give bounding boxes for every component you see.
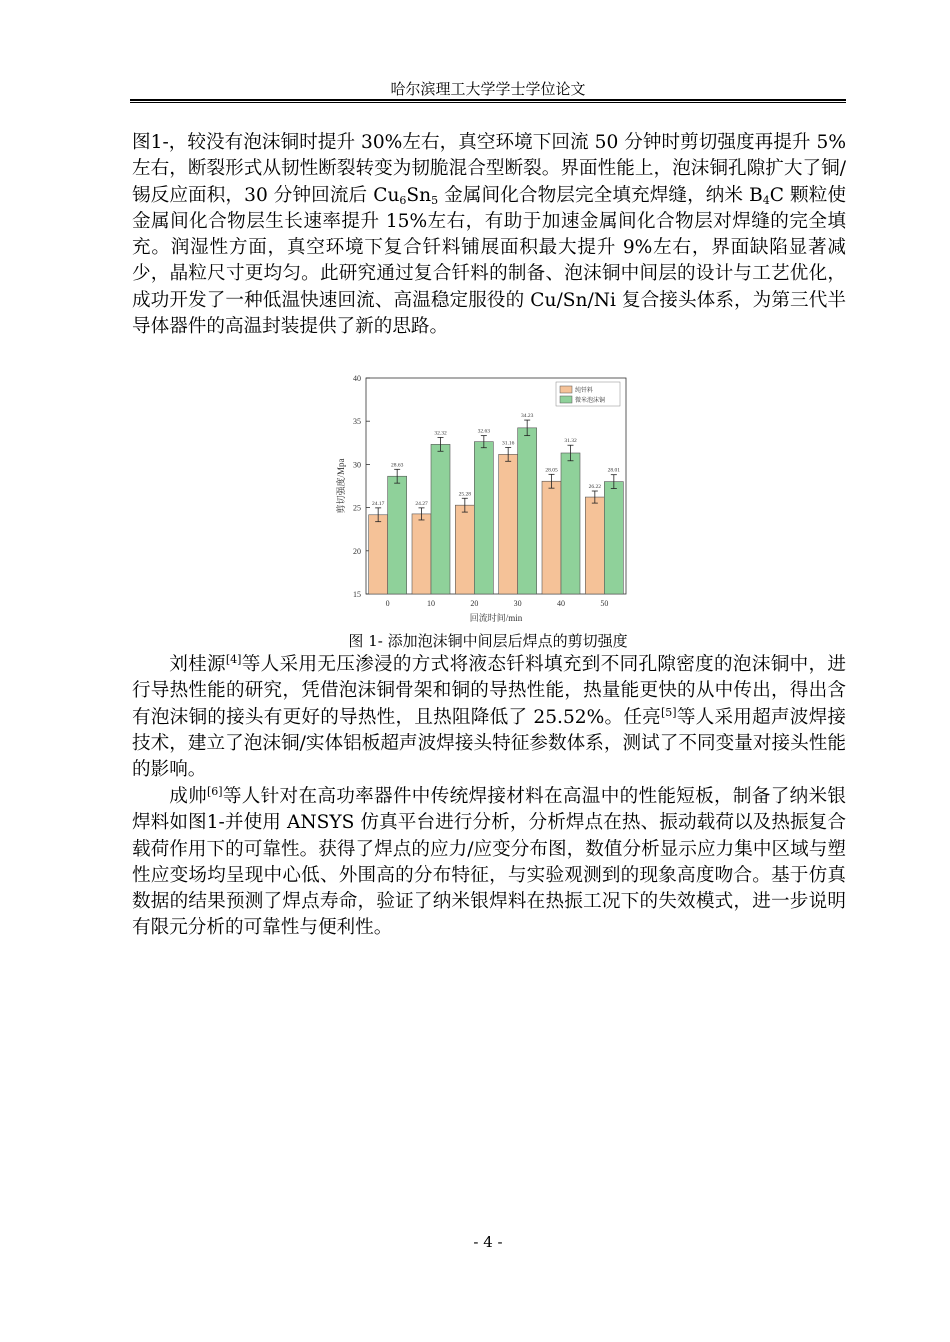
paragraph-1-text-c: 金属间化合物层完全填充焊缝，纳米 B — [438, 184, 763, 206]
running-header: 哈尔滨理工大学学士学位论文 — [390, 80, 586, 98]
bar — [499, 454, 518, 594]
bar — [604, 482, 623, 594]
subscript-6: 6 — [399, 193, 407, 207]
citation-6: [6] — [206, 785, 223, 798]
x-tick-label: 50 — [600, 599, 609, 608]
paragraph-1-text-a: 图1-，较没有泡沫铜时提升 30%左右，真空环境下回流 50 分钟时剪切强度再提升 5%左右，断裂形式从韧性断裂转变为韧脆混合型断裂。界面性能上，泡沫铜孔隙扩大了铜/锡反应面积，30 分钟回流后 Cu — [132, 132, 846, 206]
data-label: 28.05 — [545, 467, 558, 474]
data-label: 28.01 — [607, 467, 621, 474]
paragraph-3-text-a: 成帅 — [169, 786, 207, 807]
y-tick-label: 35 — [353, 417, 361, 427]
bar — [455, 505, 474, 594]
figure-caption: 图 1- 添加泡沫铜中间层后焊点的剪切强度 — [348, 632, 628, 650]
x-tick-label: 30 — [513, 599, 522, 608]
bar — [542, 481, 561, 594]
data-label: 34.23 — [520, 413, 534, 420]
x-tick-label: 20 — [470, 599, 479, 608]
bar — [369, 515, 388, 594]
y-tick-label: 30 — [353, 460, 361, 470]
y-tick-label: 20 — [353, 546, 361, 556]
paragraph-3 — [132, 784, 846, 942]
legend-swatch — [560, 396, 572, 403]
y-axis-label: 剪切强度/Mpa — [336, 458, 346, 514]
paragraph-1 — [132, 130, 846, 340]
paragraph-2-text-a: 刘桂源 — [169, 654, 226, 675]
bar — [518, 428, 537, 594]
y-tick-label: 15 — [353, 590, 361, 599]
legend-label: 微米泡沫铜 — [575, 398, 606, 404]
header-rule — [130, 99, 846, 103]
data-label: 24.17 — [371, 500, 385, 507]
data-label: 31.16 — [501, 440, 515, 447]
data-label: 32.63 — [477, 428, 491, 435]
subscript-5: 5 — [431, 193, 439, 207]
shear-strength-bar-chart — [330, 370, 630, 625]
legend-swatch — [560, 386, 572, 393]
paragraph-1-text-d: C 颗粒使金属间化合物层生长速率提升 15%左右，有助于加速金属间化合物层对焊缝的完全填充。润湿性方面，真空环境下复合钎料铺展面积最大提升 9%左右，界面缺陷显著减少，晶粒尺寸更均匀。此研究通过复合钎料的制备、泡沫铜中间层的设计与工艺优化，成功开发了一种低温快速回流、高温稳定服役的 Cu/Sn/Ni 复合接头体系，为第三代半导体器件的高温封装提供了新的思路。 — [132, 184, 846, 338]
citation-4: [4] — [225, 653, 242, 666]
data-label: 28.63 — [390, 462, 404, 469]
paragraph-1-text-b: Sn — [406, 184, 432, 206]
bar — [412, 514, 431, 594]
data-label: 25.28 — [458, 491, 472, 498]
x-tick-label: 10 — [427, 599, 435, 608]
paragraph-2-text-b: 等人采用无压渗浸的方式将液态钎料填充到不同孔隙密度的泡沫铜中，进行导热性能的研究，凭借泡沫铜骨架和铜的导热性能，热量能更快的从中传出，得出含有泡沫铜的接头有更好的导热性，且热阻降低了 25.52%。任亮 — [132, 654, 846, 728]
paragraph-3-text-b: 等人针对在高功率器件中传统焊接材料在高温中的性能短板，制备了纳米银焊料如图1-并使用 ANSYS 仿真平台进行分析，分析焊点在热、振动载荷以及热振复合载荷作用下的可靠性。获得了焊点的应力/应变分布图，数值分析显示应力集中区域与塑性应变场均呈现中心低、外围高的分布特征，与实验观测到的现象高度吻合。基于仿真数据的结果预测了焊点寿命，验证了纳米银焊料在热振工况下的失效模式，进一步说明有限元分析的可靠性与便利性。 — [132, 786, 846, 939]
x-tick-label: 40 — [557, 599, 565, 608]
data-label: 31.32 — [564, 438, 577, 445]
data-label: 24.27 — [415, 500, 428, 507]
bar — [585, 497, 604, 594]
subscript-4: 4 — [762, 193, 770, 207]
data-label: 32.32 — [434, 430, 447, 437]
y-tick-label: 25 — [353, 503, 361, 513]
y-tick-label: 40 — [353, 374, 361, 383]
citation-5: [5] — [661, 705, 677, 719]
paragraph-2-text-c: 等人采用超声波焊接技术，建立了泡沫铜/实体铝板超声波焊接头特征参数体系，测试了不同变量对接头性能的影响。 — [132, 706, 846, 781]
bar — [474, 442, 493, 594]
bar — [431, 444, 450, 594]
x-tick-label: 0 — [385, 599, 390, 608]
paragraph-2 — [132, 652, 846, 783]
page-number: - 4 - — [473, 1233, 503, 1251]
data-label: 26.22 — [588, 484, 602, 491]
bar — [561, 453, 580, 594]
x-axis-label: 回流时间/min — [469, 613, 523, 623]
bar — [388, 476, 407, 594]
legend-label: 纯钎料 — [575, 388, 594, 394]
